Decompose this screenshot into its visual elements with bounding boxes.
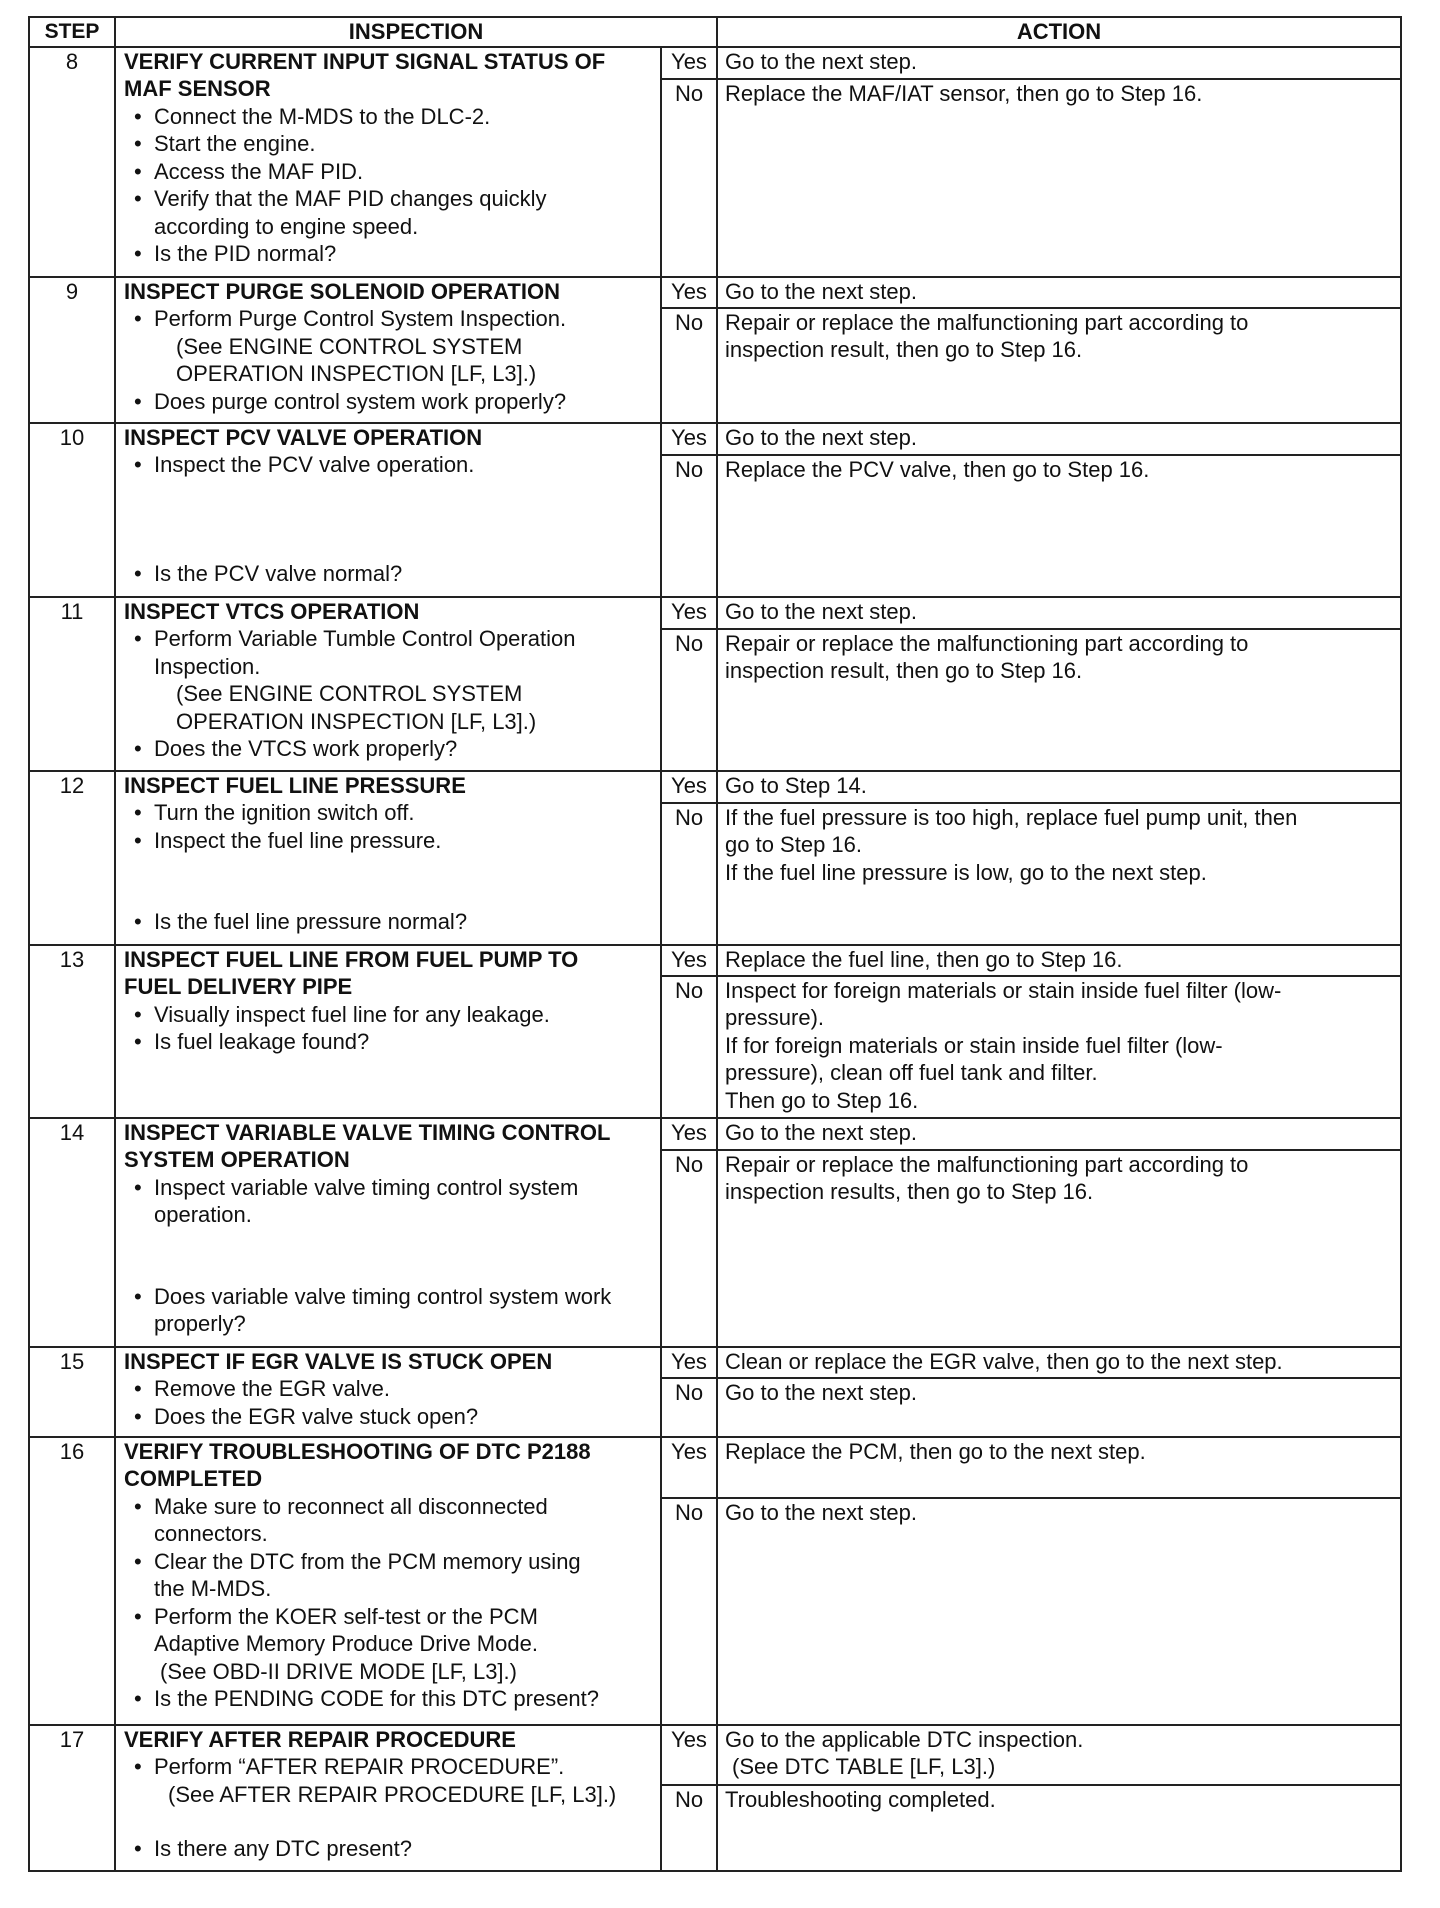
inspection-title: INSPECT PURGE SOLENOID OPERATION [124,278,560,304]
list-item-continuation: Adaptive Memory Produce Drive Mode. [154,1631,538,1656]
inspection-list [124,560,654,588]
spacer [124,854,654,908]
inspection-title: INSPECT IF EGR VALVE IS STUCK OPEN [124,1348,553,1374]
inspection-list [124,799,654,854]
inspection-title: INSPECT PCV VALVE OPERATION [124,424,483,450]
header-row [29,17,1401,47]
yes-label: Yes [661,1725,717,1785]
list-item-text: Clear the DTC from the PCM memory using [154,1548,581,1574]
list-item-text: Make sure to reconnect all disconnected [154,1493,548,1519]
inspection-list [124,625,654,680]
no-label: No [661,1378,717,1437]
list-item: • Perform “AFTER REPAIR PROCEDURE”. [124,1753,654,1781]
list-item: • Is the fuel line pressure normal? [124,908,654,936]
table-row [29,1725,1401,1785]
yes-action: Go to the next step. [717,277,1401,308]
table-row [29,597,1401,629]
inspection-title: INSPECT FUEL LINE PRESSURE [124,772,466,798]
no-action: Go to the next step. [717,1498,1401,1725]
table-row [29,47,1401,79]
table-row [29,771,1401,803]
list-item: • Is the PID normal? [124,240,654,268]
no-action [717,629,1401,771]
action-line: Repair or replace the malfunctioning part according to [725,309,1249,335]
inspection-list [124,1375,654,1430]
action-line: pressure). [725,1005,825,1030]
table-row [29,277,1401,308]
spacer [124,1808,654,1835]
inspection-title: SYSTEM OPERATION [124,1147,350,1172]
action-line: If the fuel line pressure is low, go to the next step. [725,859,1207,885]
inspection-list [124,1001,654,1056]
step-number: 9 [29,277,115,423]
list-item: • Perform Purge Control System Inspection. [124,305,654,333]
yes-label: Yes [661,771,717,803]
inspection-list [124,735,654,763]
step-number: 11 [29,597,115,771]
action-line: Inspect for foreign materials or stain inside fuel filter (low- [725,977,1282,1003]
no-label: No [661,976,717,1118]
troubleshooting-table [28,16,1402,1872]
reference-text: (See ENGINE CONTROL SYSTEM [176,333,523,359]
action-line: Go to the applicable DTC inspection. [725,1726,1084,1752]
no-label: No [661,629,717,771]
step-number: 17 [29,1725,115,1871]
list-item: • Visually inspect fuel line for any leakage. [124,1001,654,1029]
no-action: Replace the MAF/IAT sensor, then go to Step 16. [717,79,1401,277]
no-action [717,976,1401,1118]
diagnostic-table-page [28,16,1400,1872]
inspection-cell [115,945,661,1118]
inspection-list [124,388,654,416]
inspection-title: MAF SENSOR [124,76,271,101]
list-item: • Inspect the PCV valve operation. [124,451,654,479]
no-label: No [661,79,717,277]
inspection-list [124,1753,654,1781]
inspection-header: INSPECTION [115,17,717,47]
list-item: • Is there any DTC present? [124,1835,654,1863]
no-label: No [661,803,717,945]
yes-label: Yes [661,1118,717,1150]
no-label: No [661,1150,717,1347]
no-action [717,1150,1401,1347]
action-line: If for foreign materials or stain inside fuel filter (low- [725,1032,1223,1058]
inspection-cell [115,1118,661,1347]
inspection-title: COMPLETED [124,1466,263,1491]
list-item [124,1174,654,1229]
inspection-list [124,1174,654,1229]
inspection-cell [115,423,661,597]
no-label: No [661,308,717,423]
list-item-continuation: the M-MDS. [154,1576,272,1601]
action-line: inspection result, then go to Step 16. [725,337,1083,362]
inspection-list [124,1283,654,1338]
inspection-title: INSPECT VARIABLE VALVE TIMING CONTROL [124,1119,611,1145]
inspection-cell [115,1437,661,1725]
step-number: 14 [29,1118,115,1347]
list-item: • Connect the M-MDS to the DLC-2. [124,103,654,131]
list-item: • Does the VTCS work properly? [124,735,654,763]
reference-text: (See OBD-II DRIVE MODE [LF, L3].) [160,1658,517,1684]
yes-label: Yes [661,423,717,455]
yes-action: Go to the next step. [717,423,1401,455]
action-header: ACTION [717,17,1401,47]
yes-action: Replace the PCM, then go to the next step. [717,1437,1401,1498]
action-line: inspection result, then go to Step 16. [725,658,1083,683]
inspection-title: INSPECT FUEL LINE FROM FUEL PUMP TO [124,946,579,972]
list-item: • Start the engine. [124,130,654,158]
no-label: No [661,1785,717,1871]
inspection-cell [115,1347,661,1437]
inspection-list [124,908,654,936]
no-action: Replace the PCV valve, then go to Step 16. [717,455,1401,597]
inspection-list [124,1685,654,1713]
action-line: (See DTC TABLE [LF, L3].) [732,1754,996,1779]
list-item: • Inspect the fuel line pressure. [124,827,654,855]
yes-label: Yes [661,945,717,976]
inspection-title: VERIFY AFTER REPAIR PROCEDURE [124,1726,516,1752]
list-item: • Does purge control system work properly? [124,388,654,416]
yes-action: Go to the next step. [717,1118,1401,1150]
list-item: • Is the PENDING CODE for this DTC present? [124,1685,654,1713]
list-item [124,1493,654,1548]
action-line: inspection results, then go to Step 16. [725,1179,1094,1204]
list-item [124,185,654,240]
inspection-cell [115,597,661,771]
list-item: • Turn the ignition switch off. [124,799,654,827]
inspection-title: FUEL DELIVERY PIPE [124,974,353,999]
no-label: No [661,455,717,597]
list-item-text: Perform the KOER self-test or the PCM [154,1603,538,1629]
yes-action [717,1725,1401,1785]
list-item-continuation: properly? [154,1311,246,1336]
list-item-text: Perform Variable Tumble Control Operation [154,626,576,651]
table-row [29,1347,1401,1378]
inspection-cell [115,1725,661,1871]
yes-action: Replace the fuel line, then go to Step 16. [717,945,1401,976]
list-item-continuation: connectors. [154,1521,268,1546]
list-item: • Remove the EGR valve. [124,1375,654,1403]
list-item-text: Does variable valve timing control system work [154,1283,612,1309]
list-item [124,1283,654,1338]
step-number: 15 [29,1347,115,1437]
reference-text: (See ENGINE CONTROL SYSTEM [176,681,523,706]
list-item: • Access the MAF PID. [124,158,654,186]
yes-action: Go to the next step. [717,47,1401,79]
spacer [124,479,654,560]
inspection-list [124,1835,654,1863]
yes-action: Clean or replace the EGR valve, then go to the next step. [717,1347,1401,1378]
yes-action: Go to the next step. [717,597,1401,629]
step-number: 8 [29,47,115,277]
action-line: go to Step 16. [725,832,862,857]
no-action: Troubleshooting completed. [717,1785,1401,1871]
list-item-continuation: operation. [154,1202,252,1227]
inspection-title: VERIFY CURRENT INPUT SIGNAL STATUS OF [124,48,606,74]
table-row [29,945,1401,976]
yes-label: Yes [661,277,717,308]
reference-text: OPERATION INSPECTION [LF, L3].) [176,361,537,386]
inspection-title: INSPECT VTCS OPERATION [124,598,420,624]
action-line: If the fuel pressure is too high, replace fuel pump unit, then [725,804,1298,830]
inspection-cell [115,277,661,423]
step-number: 10 [29,423,115,597]
list-item: • Is fuel leakage found? [124,1028,654,1056]
list-item-continuation: Inspection. [154,653,261,679]
reference-text: (See AFTER REPAIR PROCEDURE [LF, L3].) [168,1781,617,1807]
yes-label: Yes [661,1437,717,1498]
inspection-title: VERIFY TROUBLESHOOTING OF DTC P2188 [124,1438,591,1464]
list-item [124,1603,654,1658]
list-item-continuation: according to engine speed. [154,213,419,239]
list-item: • Does the EGR valve stuck open? [124,1403,654,1431]
list-item-text: Inspect variable valve timing control system [154,1174,579,1200]
table-row [29,1437,1401,1498]
action-line: Repair or replace the malfunctioning part according to [725,1151,1249,1177]
list-item: • Is the PCV valve normal? [124,560,654,588]
action-line: pressure), clean off fuel tank and filter. [725,1060,1098,1085]
no-action [717,803,1401,945]
step-number: 12 [29,771,115,945]
no-label: No [661,1498,717,1725]
list-item-text: Verify that the MAF PID changes quickly [154,186,547,211]
action-line: Repair or replace the malfunctioning part according to [725,630,1249,656]
inspection-list [124,103,654,268]
step-header: STEP [29,17,115,47]
inspection-cell [115,47,661,277]
no-action [717,308,1401,423]
reference-text: OPERATION INSPECTION [LF, L3].) [176,708,537,734]
table-row [29,423,1401,455]
list-item [124,625,654,680]
yes-label: Yes [661,597,717,629]
yes-action: Go to Step 14. [717,771,1401,803]
yes-label: Yes [661,1347,717,1378]
step-number: 13 [29,945,115,1118]
inspection-list [124,1493,654,1658]
table-row [29,1118,1401,1150]
spacer [124,1229,654,1283]
yes-label: Yes [661,47,717,79]
inspection-cell [115,771,661,945]
step-number: 16 [29,1437,115,1725]
inspection-list [124,305,654,333]
list-item [124,1548,654,1603]
no-action: Go to the next step. [717,1378,1401,1437]
inspection-list [124,451,654,479]
action-line: Then go to Step 16. [725,1087,919,1113]
